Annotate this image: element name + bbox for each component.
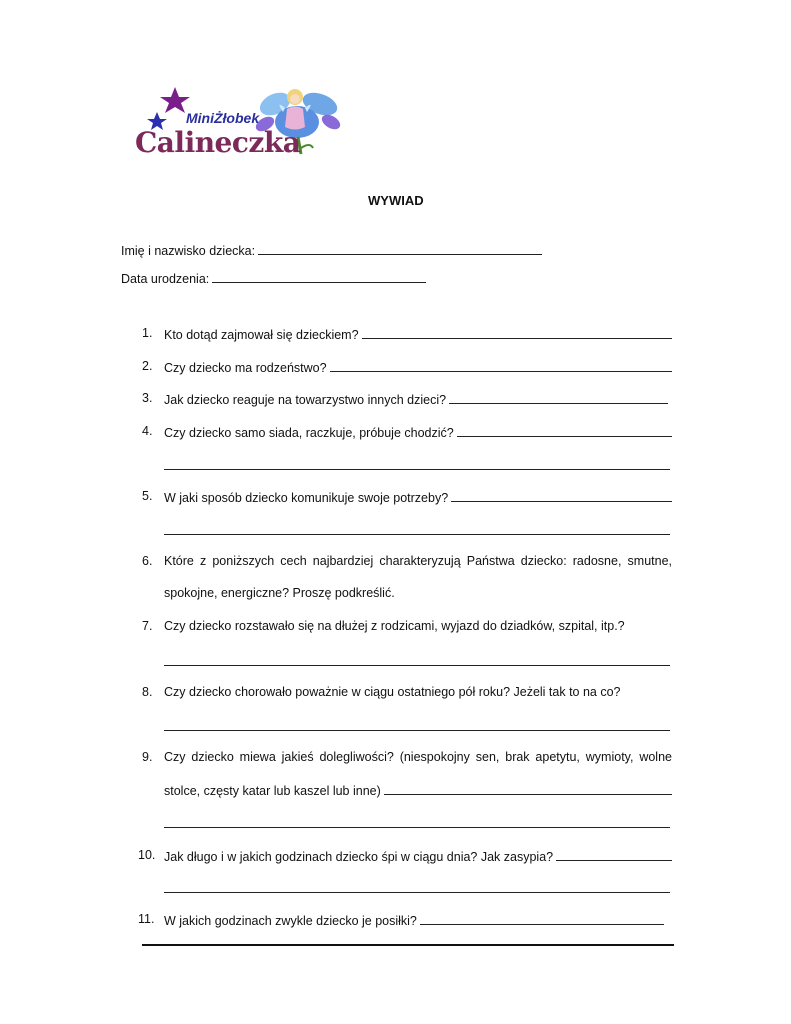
question-text: Czy dziecko chorowało poważnie w ciągu ostatniego pół roku? Jeżeli tak to na co?	[164, 685, 621, 699]
answer-line[interactable]	[384, 782, 672, 795]
question-number: 4.	[142, 424, 153, 438]
question-4	[142, 424, 672, 440]
logo-name: Calineczka	[135, 126, 301, 159]
question-text: Czy dziecko samo siada, raczkuje, próbuje chodzić?	[164, 426, 454, 440]
question-number: 8.	[142, 685, 153, 699]
answer-line[interactable]	[164, 665, 670, 666]
question-text: Jak dziecko reaguje na towarzystwo innych dzieci?	[164, 393, 447, 407]
question-7	[142, 619, 672, 635]
question-6	[142, 554, 672, 604]
answer-line[interactable]	[330, 359, 672, 372]
question-text: Czy dziecko rozstawało się na dłużej z rodzicami, wyjazd do dziadków, szpital, itp.?	[164, 619, 625, 633]
answer-line[interactable]	[362, 326, 672, 339]
question-number: 10.	[138, 848, 156, 862]
question-text: Które z poniższych cech najbardziej charakteryzują Państwa dziecko: radosne, smutne,	[164, 554, 672, 568]
logo	[135, 82, 345, 162]
footer-rule	[142, 944, 674, 946]
answer-line[interactable]	[164, 469, 670, 470]
question-number: 3.	[142, 391, 153, 405]
question-text-continued: spokojne, energiczne? Proszę podkreślić.	[164, 586, 395, 600]
field-child-name	[121, 242, 542, 258]
field-label: Data urodzenia:	[121, 272, 210, 286]
question-1	[142, 326, 672, 342]
answer-line[interactable]	[164, 892, 670, 893]
answer-line[interactable]	[258, 242, 542, 255]
field-label: Imię i nazwisko dziecka:	[121, 244, 256, 258]
question-2	[142, 359, 672, 375]
field-birth-date	[121, 270, 426, 286]
question-text: W jakich godzinach zwykle dziecko je posiłki?	[164, 914, 417, 928]
question-text: Jak długo i w jakich godzinach dziecko śpi w ciągu dnia? Jak zasypia?	[164, 850, 554, 864]
question-9	[142, 750, 672, 800]
question-text: W jaki sposób dziecko komunikuje swoje potrzeby?	[164, 491, 449, 505]
answer-line[interactable]	[420, 912, 664, 925]
answer-line[interactable]	[449, 391, 668, 404]
question-10	[138, 848, 672, 864]
answer-line[interactable]	[164, 827, 670, 828]
question-number: 5.	[142, 489, 153, 503]
question-number: 6.	[142, 554, 153, 568]
page-title: WYWIAD	[368, 193, 424, 208]
answer-line[interactable]	[457, 424, 672, 437]
question-text: Czy dziecko ma rodzeństwo?	[164, 361, 327, 375]
question-text: Czy dziecko miewa jakieś dolegliwości? (niespokojny sen, brak apetytu, wymioty, wolne	[164, 750, 672, 764]
question-3	[142, 391, 668, 407]
question-number: 2.	[142, 359, 153, 373]
question-text-continued: stolce, częsty katar lub kaszel lub inne)	[164, 784, 381, 798]
answer-line[interactable]	[451, 489, 672, 502]
answer-line[interactable]	[212, 270, 426, 283]
answer-line[interactable]	[556, 848, 672, 861]
question-number: 11.	[138, 912, 155, 926]
question-11	[138, 912, 664, 928]
question-number: 9.	[142, 750, 153, 764]
question-text: Kto dotąd zajmował się dzieckiem?	[164, 328, 359, 342]
question-number: 1.	[142, 326, 153, 340]
answer-line[interactable]	[164, 534, 670, 535]
question-8	[142, 685, 672, 701]
logo-subtitle: MiniŻłobek	[186, 110, 260, 126]
answer-line[interactable]	[164, 730, 670, 731]
question-5	[142, 489, 672, 505]
question-number: 7.	[142, 619, 153, 633]
